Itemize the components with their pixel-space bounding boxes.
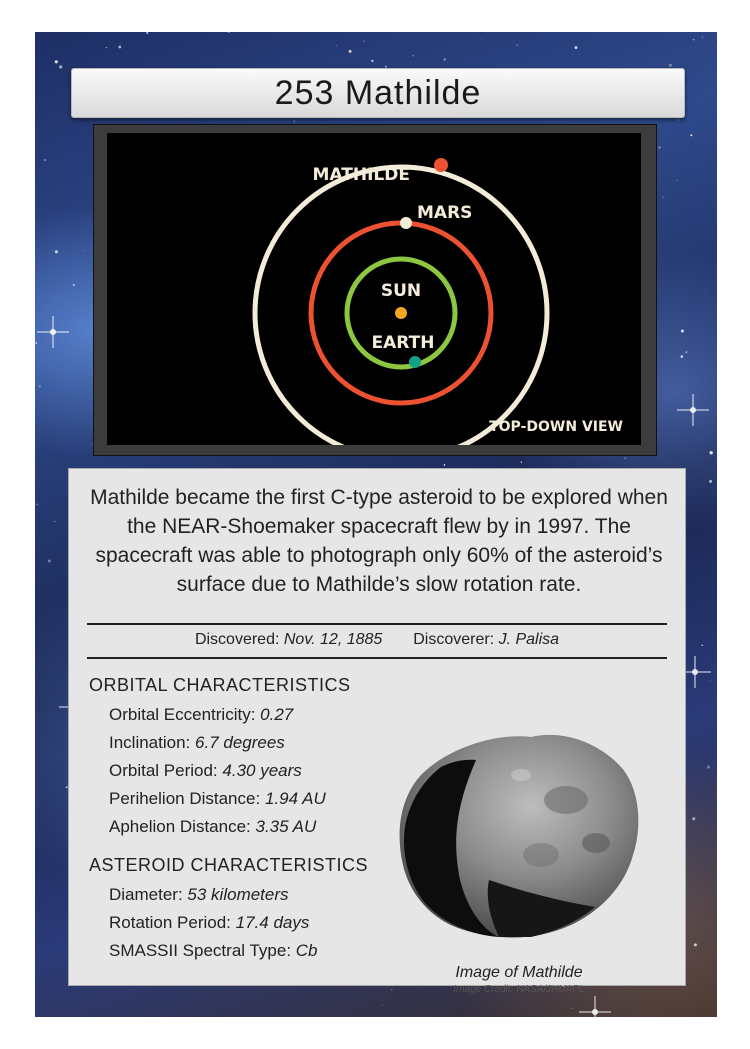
title-banner <box>71 68 685 118</box>
earth-marker <box>409 356 421 368</box>
asteroid-card <box>35 32 717 1017</box>
divider-top <box>87 623 667 625</box>
mars-marker <box>400 217 412 229</box>
image-caption: Image of Mathilde <box>455 964 583 981</box>
discovered-value: Nov. 12, 1885 <box>283 631 383 648</box>
list-item: Diameter: 53 kilometers <box>109 885 289 904</box>
discovered-label: Discovered: <box>194 631 280 648</box>
mars-label: MARS <box>417 203 473 223</box>
discoverer-value: J. Palisa <box>498 631 560 648</box>
discovery-line <box>87 631 667 649</box>
asteroid-list <box>109 881 318 965</box>
orbit-diagram <box>107 133 641 445</box>
earth-label: EARTH <box>371 333 435 353</box>
mathilde-label: MATHILDE <box>312 165 410 185</box>
orbital-heading: ORBITAL CHARACTERISTICS <box>89 675 351 695</box>
list-item: Orbital Eccentricity: 0.27 <box>109 705 294 724</box>
list-item: Aphelion Distance: 3.35 AU <box>109 817 317 836</box>
list-item: SMASSII Spectral Type: Cb <box>109 941 318 960</box>
list-item: Orbital Period: 4.30 years <box>109 761 302 780</box>
sun-label: SUN <box>380 281 422 301</box>
list-item: Inclination: 6.7 degrees <box>109 733 285 752</box>
view-label: TOP-DOWN VIEW <box>489 419 623 435</box>
sun-marker <box>395 307 407 319</box>
mathilde-marker <box>434 158 448 172</box>
discoverer-label: Discoverer: <box>413 631 495 648</box>
description-text: Mathilde became the first C-type asteroid to be explored when the NEAR-Shoemaker spacecraft flew by in 1997. The spacecraft was able to photograph only 60% of the asteroid’s surface due to Mathilde’s slow rotation rate. <box>90 486 668 596</box>
image-credit: Image Credit: NASA/JHUAPL <box>453 984 585 995</box>
mathilde-image <box>381 715 661 955</box>
list-item: Perihelion Distance: 1.94 AU <box>109 789 326 808</box>
asteroid-heading: ASTEROID CHARACTERISTICS <box>89 855 369 875</box>
orbit-diagram-panel <box>93 124 657 456</box>
orbital-list <box>109 701 326 841</box>
card-title: 253 Mathilde <box>274 73 482 112</box>
list-item: Rotation Period: 17.4 days <box>109 913 310 932</box>
info-panel <box>68 468 686 995</box>
divider-bottom <box>87 657 667 659</box>
